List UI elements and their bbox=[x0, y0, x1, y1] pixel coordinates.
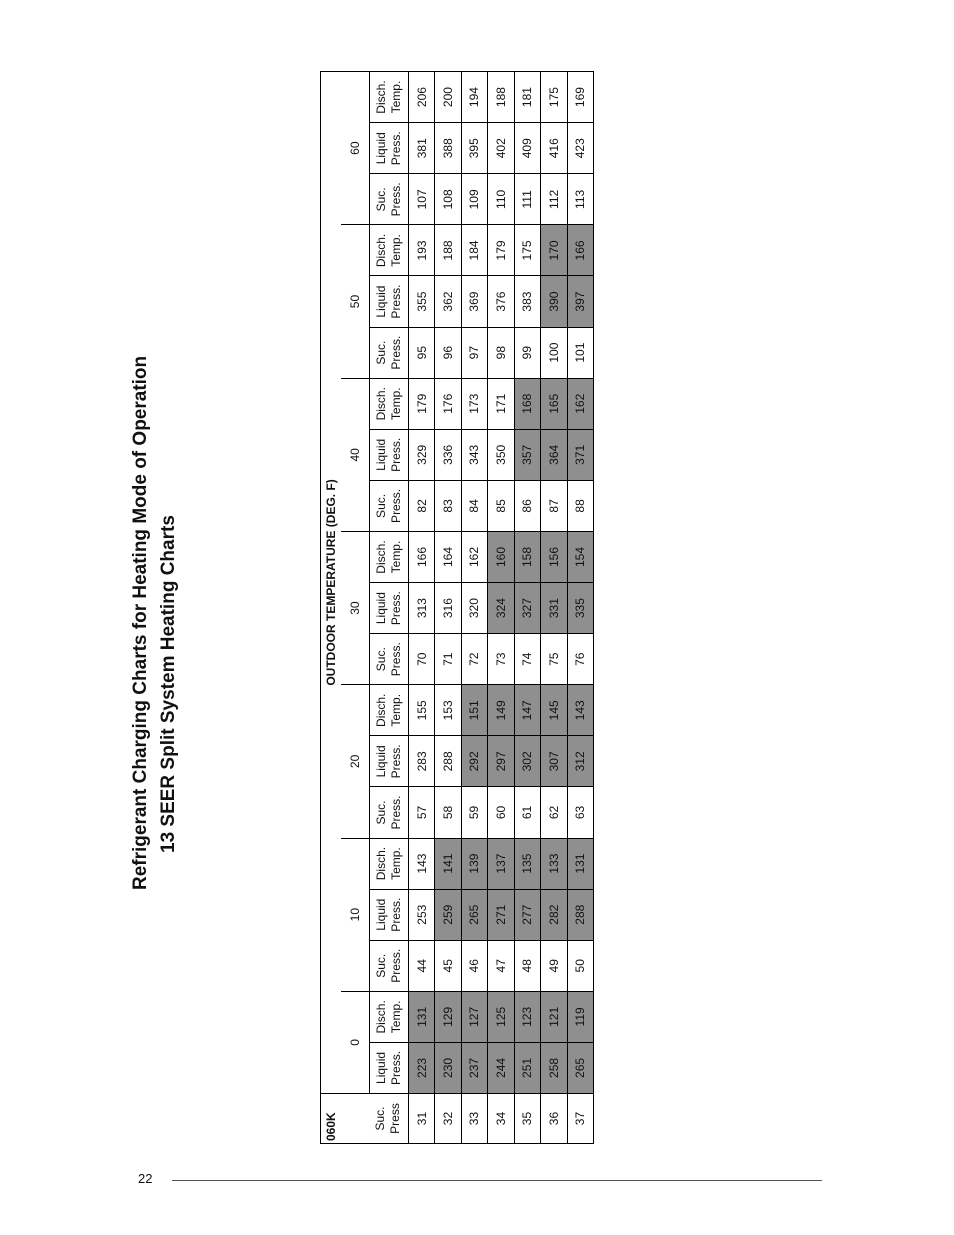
table-row bbox=[408, 71, 434, 1143]
disch-temp-cell: 143 bbox=[567, 685, 593, 736]
liquid-press-cell: 397 bbox=[567, 276, 593, 327]
liquid-press-cell: 329 bbox=[408, 429, 434, 480]
disch-temp-cell: 169 bbox=[567, 71, 593, 122]
liquid-press-cell: 283 bbox=[408, 736, 434, 787]
disch-temp-cell: 162 bbox=[567, 378, 593, 429]
col-header-liquid: Liquid Press. bbox=[369, 123, 408, 174]
temperature-group-header: 0 bbox=[342, 991, 370, 1093]
suc-press-cell: 60 bbox=[488, 787, 514, 838]
suc-press-value: 35 bbox=[514, 1094, 540, 1144]
disch-temp-cell: 175 bbox=[541, 71, 567, 122]
disch-temp-cell: 123 bbox=[514, 991, 540, 1042]
page-number: 22 bbox=[138, 1171, 153, 1186]
suc-press-cell: 101 bbox=[567, 327, 593, 378]
col-header-suc: Suc. Press. bbox=[369, 174, 408, 225]
liquid-press-cell: 343 bbox=[461, 429, 487, 480]
col-header-liquid: Liquid Press. bbox=[369, 429, 408, 480]
liquid-press-cell: 376 bbox=[488, 276, 514, 327]
suc-press-cell: 112 bbox=[541, 174, 567, 225]
disch-temp-cell: 200 bbox=[435, 71, 461, 122]
disch-temp-cell: 151 bbox=[461, 685, 487, 736]
suc-press-value: 34 bbox=[488, 1094, 514, 1144]
disch-temp-cell: 121 bbox=[541, 991, 567, 1042]
liquid-press-cell: 383 bbox=[514, 276, 540, 327]
disch-temp-cell: 156 bbox=[541, 531, 567, 582]
heating-chart-grid bbox=[320, 71, 594, 1144]
col-header-liquid: Liquid Press. bbox=[369, 583, 408, 634]
col-header-liquid: Liquid Press. bbox=[369, 889, 408, 940]
liquid-press-cell: 277 bbox=[514, 889, 540, 940]
suc-press-value: 37 bbox=[567, 1094, 593, 1144]
liquid-press-cell: 371 bbox=[567, 429, 593, 480]
suc-press-cell: 84 bbox=[461, 480, 487, 531]
liquid-press-cell: 312 bbox=[567, 736, 593, 787]
liquid-press-cell: 327 bbox=[514, 583, 540, 634]
charging-chart-table bbox=[320, 72, 594, 1144]
liquid-press-cell: 423 bbox=[567, 123, 593, 174]
liquid-press-cell: 362 bbox=[435, 276, 461, 327]
disch-temp-cell: 188 bbox=[488, 71, 514, 122]
liquid-press-cell: 331 bbox=[541, 583, 567, 634]
disch-temp-cell: 129 bbox=[435, 991, 461, 1042]
liquid-press-cell: 251 bbox=[514, 1042, 540, 1093]
table-row bbox=[541, 71, 567, 1143]
disch-temp-cell: 164 bbox=[435, 531, 461, 582]
liquid-press-cell: 390 bbox=[541, 276, 567, 327]
suc-press-cell: 48 bbox=[514, 940, 540, 991]
suc-press-cell: 75 bbox=[541, 634, 567, 685]
col-header-suc: Suc. Press. bbox=[369, 480, 408, 531]
suc-press-cell: 76 bbox=[567, 634, 593, 685]
table-row bbox=[461, 71, 487, 1143]
suc-press-cell: 82 bbox=[408, 480, 434, 531]
suc-press-cell: 49 bbox=[541, 940, 567, 991]
liquid-press-cell: 271 bbox=[488, 889, 514, 940]
suc-press-cell: 47 bbox=[488, 940, 514, 991]
suc-press-cell: 86 bbox=[514, 480, 540, 531]
table-row bbox=[514, 71, 540, 1143]
disch-temp-cell: 165 bbox=[541, 378, 567, 429]
table-row bbox=[435, 71, 461, 1143]
liquid-press-cell: 316 bbox=[435, 583, 461, 634]
disch-temp-cell: 158 bbox=[514, 531, 540, 582]
suc-press-cell: 96 bbox=[435, 327, 461, 378]
disch-temp-cell: 141 bbox=[435, 838, 461, 889]
disch-temp-cell: 154 bbox=[567, 531, 593, 582]
disch-temp-cell: 184 bbox=[461, 225, 487, 276]
suc-press-cell: 74 bbox=[514, 634, 540, 685]
liquid-press-cell: 388 bbox=[435, 123, 461, 174]
col-header-suc: Suc. Press. bbox=[369, 787, 408, 838]
liquid-press-cell: 381 bbox=[408, 123, 434, 174]
col-header-disch: Disch. Temp. bbox=[369, 838, 408, 889]
liquid-press-cell: 288 bbox=[567, 889, 593, 940]
disch-temp-cell: 162 bbox=[461, 531, 487, 582]
suc-press-cell: 95 bbox=[408, 327, 434, 378]
table-row bbox=[567, 71, 593, 1143]
suc-press-cell: 57 bbox=[408, 787, 434, 838]
liquid-press-cell: 369 bbox=[461, 276, 487, 327]
liquid-press-cell: 244 bbox=[488, 1042, 514, 1093]
suc-press-value: 32 bbox=[435, 1094, 461, 1144]
liquid-press-cell: 320 bbox=[461, 583, 487, 634]
suc-press-cell: 50 bbox=[567, 940, 593, 991]
col-header-suc: Suc. Press. bbox=[369, 634, 408, 685]
liquid-press-cell: 336 bbox=[435, 429, 461, 480]
liquid-press-cell: 395 bbox=[461, 123, 487, 174]
disch-temp-cell: 139 bbox=[461, 838, 487, 889]
suc-press-cell: 45 bbox=[435, 940, 461, 991]
footer-rule bbox=[172, 1180, 822, 1181]
col-header-disch: Disch. Temp. bbox=[369, 991, 408, 1042]
liquid-press-cell: 259 bbox=[435, 889, 461, 940]
disch-temp-cell: 181 bbox=[514, 71, 540, 122]
suc-press-cell: 98 bbox=[488, 327, 514, 378]
suc-press-cell: 83 bbox=[435, 480, 461, 531]
liquid-press-cell: 237 bbox=[461, 1042, 487, 1093]
col-header-liquid: Liquid Press. bbox=[369, 1042, 408, 1093]
temperature-group-header: 50 bbox=[342, 225, 370, 378]
suc-press-cell: 113 bbox=[567, 174, 593, 225]
disch-temp-cell: 149 bbox=[488, 685, 514, 736]
temperature-group-header: 30 bbox=[342, 531, 370, 684]
liquid-press-cell: 253 bbox=[408, 889, 434, 940]
suc-press-cell: 100 bbox=[541, 327, 567, 378]
col-header-disch: Disch. Temp. bbox=[369, 378, 408, 429]
suc-press-cell: 70 bbox=[408, 634, 434, 685]
disch-temp-cell: 133 bbox=[541, 838, 567, 889]
disch-temp-cell: 166 bbox=[567, 225, 593, 276]
liquid-press-cell: 324 bbox=[488, 583, 514, 634]
liquid-press-cell: 302 bbox=[514, 736, 540, 787]
outdoor-temp-header: OUTDOOR TEMPERATURE (DEG. F) bbox=[321, 71, 342, 1093]
suc-press-cell: 62 bbox=[541, 787, 567, 838]
temperature-group-header: 40 bbox=[342, 378, 370, 531]
liquid-press-cell: 258 bbox=[541, 1042, 567, 1093]
liquid-press-cell: 292 bbox=[461, 736, 487, 787]
disch-temp-cell: 175 bbox=[514, 225, 540, 276]
col-header-liquid: Liquid Press. bbox=[369, 276, 408, 327]
liquid-press-cell: 357 bbox=[514, 429, 540, 480]
liquid-press-cell: 313 bbox=[408, 583, 434, 634]
disch-temp-cell: 179 bbox=[408, 378, 434, 429]
suc-press-cell: 107 bbox=[408, 174, 434, 225]
liquid-press-cell: 402 bbox=[488, 123, 514, 174]
suc-press-value: 36 bbox=[541, 1094, 567, 1144]
disch-temp-cell: 131 bbox=[408, 991, 434, 1042]
suc-press-cell: 73 bbox=[488, 634, 514, 685]
liquid-press-cell: 350 bbox=[488, 429, 514, 480]
disch-temp-cell: 147 bbox=[514, 685, 540, 736]
disch-temp-cell: 131 bbox=[567, 838, 593, 889]
suc-press-cell: 108 bbox=[435, 174, 461, 225]
disch-temp-cell: 193 bbox=[408, 225, 434, 276]
liquid-press-cell: 223 bbox=[408, 1042, 434, 1093]
liquid-press-cell: 230 bbox=[435, 1042, 461, 1093]
disch-temp-cell: 137 bbox=[488, 838, 514, 889]
liquid-press-cell: 335 bbox=[567, 583, 593, 634]
liquid-press-cell: 307 bbox=[541, 736, 567, 787]
suc-press-cell: 110 bbox=[488, 174, 514, 225]
suc-press-cell: 88 bbox=[567, 480, 593, 531]
suc-press-cell: 111 bbox=[514, 174, 540, 225]
col-header-suc: Suc. Press. bbox=[369, 327, 408, 378]
disch-temp-cell: 153 bbox=[435, 685, 461, 736]
suc-press-cell: 72 bbox=[461, 634, 487, 685]
disch-temp-cell: 166 bbox=[408, 531, 434, 582]
disch-temp-cell: 160 bbox=[488, 531, 514, 582]
disch-temp-cell: 125 bbox=[488, 991, 514, 1042]
model-label: 060K bbox=[321, 1094, 342, 1144]
liquid-press-cell: 297 bbox=[488, 736, 514, 787]
col-header-liquid: Liquid Press. bbox=[369, 736, 408, 787]
suc-press-cell: 58 bbox=[435, 787, 461, 838]
disch-temp-cell: 188 bbox=[435, 225, 461, 276]
liquid-press-cell: 355 bbox=[408, 276, 434, 327]
suc-press-cell: 109 bbox=[461, 174, 487, 225]
col-header-suc: Suc. Press. bbox=[369, 940, 408, 991]
disch-temp-cell: 155 bbox=[408, 685, 434, 736]
disch-temp-cell: 135 bbox=[514, 838, 540, 889]
title-block bbox=[130, 324, 190, 890]
suc-press-cell: 87 bbox=[541, 480, 567, 531]
temperature-group-header: 10 bbox=[342, 838, 370, 991]
liquid-press-cell: 282 bbox=[541, 889, 567, 940]
disch-temp-cell: 176 bbox=[435, 378, 461, 429]
liquid-press-cell: 409 bbox=[514, 123, 540, 174]
suc-press-value: 33 bbox=[461, 1094, 487, 1144]
disch-temp-cell: 206 bbox=[408, 71, 434, 122]
suc-press-value: 31 bbox=[408, 1094, 434, 1144]
disch-temp-cell: 171 bbox=[488, 378, 514, 429]
col-header-disch: Disch. Temp. bbox=[369, 531, 408, 582]
suc-press-cell: 44 bbox=[408, 940, 434, 991]
disch-temp-cell: 119 bbox=[567, 991, 593, 1042]
liquid-press-cell: 288 bbox=[435, 736, 461, 787]
disch-temp-cell: 179 bbox=[488, 225, 514, 276]
temperature-group-header: 60 bbox=[342, 71, 370, 225]
suc-press-header: Suc. Press bbox=[369, 1094, 408, 1144]
suc-press-cell: 63 bbox=[567, 787, 593, 838]
suc-press-cell: 46 bbox=[461, 940, 487, 991]
temperature-group-header: 20 bbox=[342, 685, 370, 838]
suc-press-cell: 59 bbox=[461, 787, 487, 838]
disch-temp-cell: 145 bbox=[541, 685, 567, 736]
col-header-disch: Disch. Temp. bbox=[369, 71, 408, 122]
suc-press-cell: 71 bbox=[435, 634, 461, 685]
disch-temp-cell: 168 bbox=[514, 378, 540, 429]
col-header-disch: Disch. Temp. bbox=[369, 225, 408, 276]
disch-temp-cell: 143 bbox=[408, 838, 434, 889]
disch-temp-cell: 170 bbox=[541, 225, 567, 276]
disch-temp-cell: 127 bbox=[461, 991, 487, 1042]
blank-cell bbox=[342, 1094, 370, 1144]
liquid-press-cell: 265 bbox=[567, 1042, 593, 1093]
chart-title: Refrigerant Charging Charts for Heating Mode of Operation bbox=[130, 355, 151, 890]
liquid-press-cell: 416 bbox=[541, 123, 567, 174]
col-header-disch: Disch. Temp. bbox=[369, 685, 408, 736]
liquid-press-cell: 265 bbox=[461, 889, 487, 940]
suc-press-cell: 99 bbox=[514, 327, 540, 378]
suc-press-cell: 85 bbox=[488, 480, 514, 531]
chart-subtitle: 13 SEER Split System Heating Charts bbox=[158, 515, 179, 853]
liquid-press-cell: 364 bbox=[541, 429, 567, 480]
suc-press-cell: 61 bbox=[514, 787, 540, 838]
disch-temp-cell: 194 bbox=[461, 71, 487, 122]
suc-press-cell: 97 bbox=[461, 327, 487, 378]
disch-temp-cell: 173 bbox=[461, 378, 487, 429]
table-row bbox=[488, 71, 514, 1143]
